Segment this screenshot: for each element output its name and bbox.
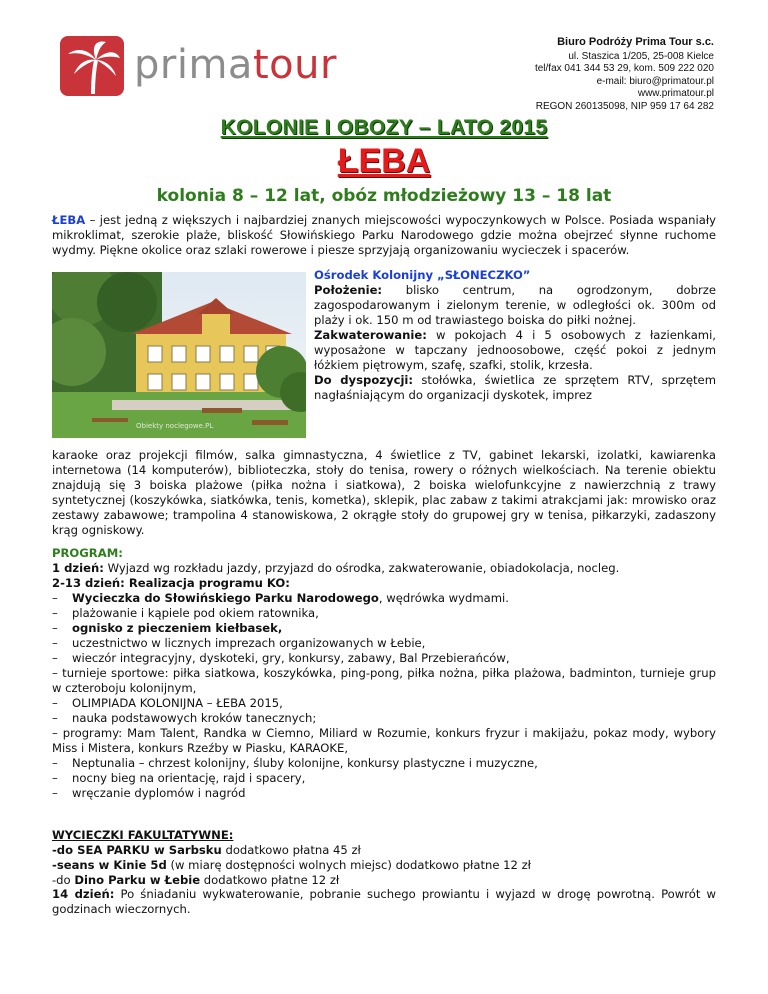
- list-item: – wręczanie dyplomów i nagród: [52, 786, 246, 800]
- intro-text: – jest jedną z większych i najbardziej znanych miejscowości wypoczynkowych w Polsce. Posiada wspaniały mikroklimat, szerokie plaże, bliskość Słowińskiego Parku Narodowego gdzie można obejrzeć słynne ruchome wydmy. Piękne okolice oraz szlaki rowerowe i piesze sprzyjają organizowaniu wycieczek i spacerów.: [52, 213, 716, 257]
- list-item: – turnieje sportowe: piłka siatkowa, koszykówka, ping-pong, piłka nożna, piłka plażowa, badminton, turnieje grup w czteroboju kolonijnym,: [52, 666, 716, 695]
- list-item: – OLIMPIADA KOLONIJNA – ŁEBA 2015,: [52, 696, 283, 710]
- program-days-heading: 2-13 dzień: Realizacja programu KO:: [52, 576, 290, 590]
- list-item: – Wycieczka do Słowińskiego Parku Narodowego, wędrówka wydmami.: [52, 591, 509, 605]
- list-item: – Neptunalia – chrzest kolonijny, śluby kolonijne, konkursy plastyczne i muzyczne,: [52, 756, 538, 770]
- center-amenities: Do dyspozycji: stołówka, świetlica ze sprzętem RTV, sprzętem nagłaśniającym do organizacji dyskotek, imprez: [314, 373, 716, 402]
- resort-photo: [52, 272, 306, 438]
- intro-lead: ŁEBA: [52, 213, 86, 227]
- age-subtitle: kolonia 8 – 12 lat, obóz młodzieżowy 13 – 18 lat: [156, 186, 612, 206]
- company-address: ul. Staszica 1/205, 25-008 Kielce: [568, 50, 714, 62]
- logo-wordmark: primatour: [134, 42, 337, 88]
- program-section: [52, 546, 716, 801]
- palm-tree-icon: [60, 36, 124, 96]
- program-heading: PROGRAM:: [52, 546, 123, 560]
- list-item: – plażowanie i kąpiele pod okiem ratownika,: [52, 606, 319, 620]
- company-email: e-mail: biuro@primatour.pl: [596, 75, 714, 87]
- excursion-item: -do SEA PARKU w Sarbsku dodatkowo płatna 45 zł: [52, 843, 361, 857]
- intro-paragraph: [52, 213, 716, 258]
- center-accommodation: Zakwaterowanie: w pokojach 4 i 5 osobowych z łazienkami, wyposażone w tapczany jednoosobowe, część pokoi z jednym łóżkiem piętrowym, szafę, szafki, stolik, krzesła.: [314, 328, 716, 372]
- company-phone: tel/fax 041 344 53 29, kom. 509 222 020: [534, 63, 714, 75]
- city-title: ŁEBA: [337, 142, 431, 180]
- photo-watermark: Obiekty noclegowe.PL: [136, 422, 214, 430]
- center-name: Ośrodek Kolonijny „SŁONECZKO”: [314, 268, 531, 282]
- company-website: www.primatour.pl: [637, 88, 714, 100]
- document-title: KOLONIE I OBOZY – LATO 2015: [220, 116, 548, 139]
- list-item: – uczestnictwo w licznych imprezach organizowanych w Łebie,: [52, 636, 426, 650]
- program-day14: 14 dzień: Po śniadaniu wykwaterowanie, pobranie suchego prowiantu i wyjazd w drogę powrotną. Powrót w godzinach wieczornych.: [52, 887, 716, 916]
- list-item: – nauka podstawowych kroków tanecznych;: [52, 711, 317, 725]
- list-item: – ognisko z pieczeniem kiełbasek,: [52, 621, 283, 635]
- center-amenities-continued: karaoke oraz projekcji filmów, salka gimnastyczna, 4 świetlice z TV, gabinet lekarski, izolatki, kawiarenka internetowa (14 komputerów), biblioteczka, stoły do tenisa, rowery o różnych wielkościach. Na terenie obiektu znajdują się 3 boiska plażowe (piłka nożna i siatkowa), 2 boiska wielofunkcyjne z nawierzchnią z trawy syntetycznej (koszykówka, siatkówka, tenis, kometka), sklepik, plac zabaw z takimi atrakcjami jak: mrowisko oraz zestawy zabawowe; trampolina 4 stanowiskowa, 2 okrągłe stoły do grupowej gry w tenisa, piłkarzyki, zadaszony krąg ogniskowy.: [52, 448, 716, 537]
- company-info: [454, 36, 714, 114]
- excursion-item: -seans w Kinie 5d (w miarę dostępności wolnych miejsc) dodatkowo płatne 12 zł: [52, 858, 531, 872]
- excursion-item: -do Dino Parku w Łebie dodatkowo płatne 12 zł: [52, 873, 340, 887]
- company-name: Biuro Podróży Prima Tour s.c.: [557, 36, 714, 48]
- center-location: Położenie: blisko centrum, na ogrodzonym, dobrze zagospodarowanym i zielonym terenie, w odległości ok. 300m od plaży i ok. 150 m od trawiastego boiska do piłki nożnej.: [314, 283, 716, 327]
- program-day1: 1 dzień: Wyjazd wg rozkładu jazdy, przyjazd do ośrodka, zakwaterowanie, obiadokolacja, nocleg.: [52, 561, 620, 575]
- primatour-logo: [60, 36, 360, 96]
- list-item: – nocny bieg na orientację, rajd i spacery,: [52, 771, 306, 785]
- program-list: [52, 591, 716, 801]
- excursions-heading: WYCIECZKI FAKULTATYWNE:: [52, 828, 234, 842]
- list-item: – wieczór integracyjny, dyskoteki, gry, konkursy, zabawy, Bal Przebierańców,: [52, 651, 510, 665]
- excursions-section: [52, 828, 716, 888]
- center-description: [314, 268, 716, 403]
- company-regon: REGON 260135098, NIP 959 17 64 282: [535, 100, 714, 112]
- list-item: – programy: Mam Talent, Randka w Ciemno, Miliard w Rozumie, konkurs fryzur i makijażu, pokaz mody, wybory Miss i Mistera, konkurs Rzeźby w Piasku, KARAOKE,: [52, 726, 716, 755]
